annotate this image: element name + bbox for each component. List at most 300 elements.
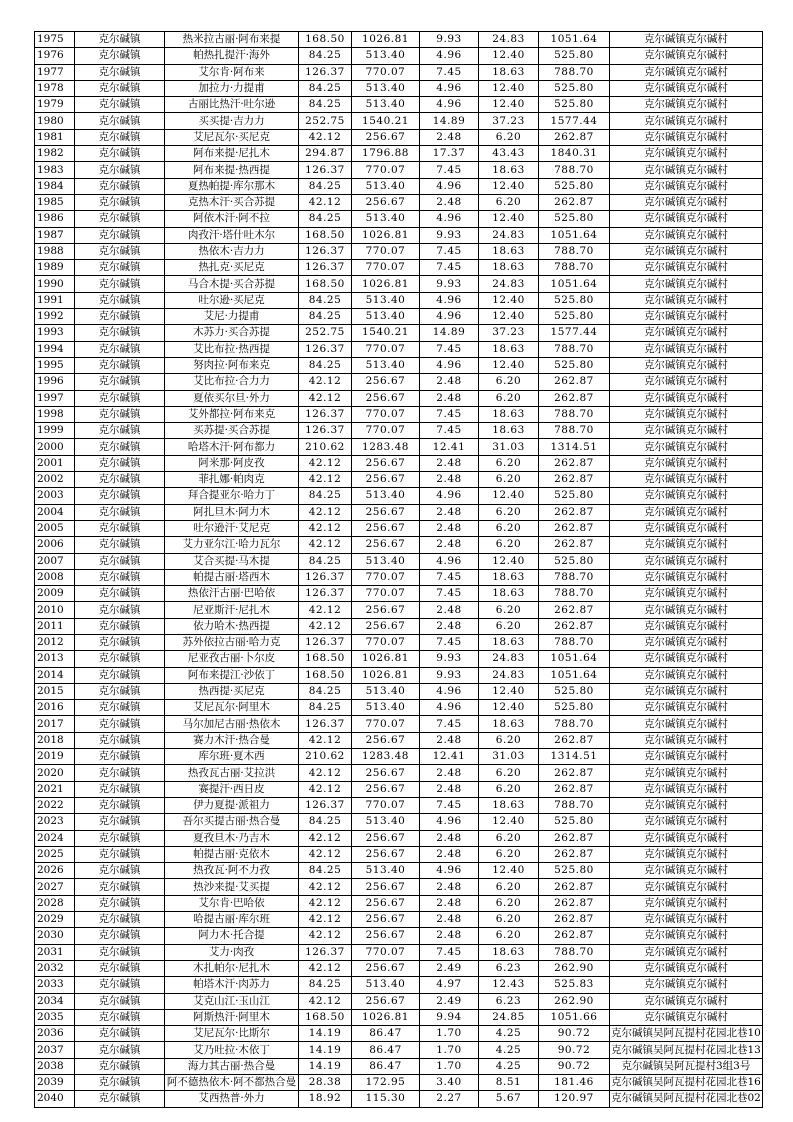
name-cell: 库尔班·夏木西 [165, 749, 299, 765]
value-a-cell: 7.45 [420, 797, 479, 813]
area-cell: 252.75 [299, 113, 352, 129]
value-a-cell: 4.96 [420, 80, 479, 96]
value-a-cell: 4.96 [420, 211, 479, 227]
area-cell: 42.12 [299, 618, 352, 634]
table-row [35, 863, 763, 879]
value-b-cell: 18.63 [479, 569, 539, 585]
address-cell: 克尔碱镇克尔碱村 [610, 406, 763, 422]
value-b-cell: 6.20 [479, 520, 539, 536]
value-a-cell: 4.96 [420, 488, 479, 504]
row-number-cell: 1998 [35, 406, 75, 422]
value-a-cell: 7.45 [420, 634, 479, 650]
value-a-cell: 7.45 [420, 716, 479, 732]
amount-cell: 172.95 [352, 1075, 420, 1091]
value-a-cell: 1.70 [420, 1026, 479, 1042]
row-number-cell: 2002 [35, 472, 75, 488]
total-cell: 262.87 [539, 846, 610, 862]
value-b-cell: 31.03 [479, 439, 539, 455]
amount-cell: 770.07 [352, 634, 420, 650]
value-b-cell: 12.40 [479, 211, 539, 227]
table-row [35, 993, 763, 1009]
table-row [35, 928, 763, 944]
total-cell: 262.87 [539, 520, 610, 536]
area-cell: 84.25 [299, 863, 352, 879]
value-b-cell: 18.63 [479, 64, 539, 80]
total-cell: 525.80 [539, 553, 610, 569]
name-cell: 艾比布拉·合力力 [165, 374, 299, 390]
value-a-cell: 3.40 [420, 1075, 479, 1091]
value-b-cell: 6.20 [479, 765, 539, 781]
town-cell: 克尔碱镇 [75, 765, 165, 781]
total-cell: 262.87 [539, 879, 610, 895]
value-b-cell: 18.63 [479, 162, 539, 178]
name-cell: 帕提古丽·克依木 [165, 846, 299, 862]
name-cell: 苏外依拉古丽·哈力克 [165, 634, 299, 650]
address-cell: 克尔碱镇克尔碱村 [610, 488, 763, 504]
address-cell: 克尔碱镇克尔碱村 [610, 602, 763, 618]
value-b-cell: 6.20 [479, 390, 539, 406]
table-row [35, 814, 763, 830]
total-cell: 1051.64 [539, 276, 610, 292]
address-cell: 克尔碱镇克尔碱村 [610, 472, 763, 488]
town-cell: 克尔碱镇 [75, 48, 165, 64]
town-cell: 克尔碱镇 [75, 374, 165, 390]
address-cell: 克尔碱镇克尔碱村 [610, 80, 763, 96]
area-cell: 84.25 [299, 683, 352, 699]
town-cell: 克尔碱镇 [75, 618, 165, 634]
total-cell: 525.80 [539, 863, 610, 879]
name-cell: 阿布来提·尼扎木 [165, 146, 299, 162]
town-cell: 克尔碱镇 [75, 292, 165, 308]
town-cell: 克尔碱镇 [75, 667, 165, 683]
area-cell: 210.62 [299, 439, 352, 455]
area-cell: 42.12 [299, 374, 352, 390]
value-a-cell: 4.96 [420, 700, 479, 716]
address-cell: 克尔碱镇克尔碱村 [610, 765, 763, 781]
value-a-cell: 2.48 [420, 765, 479, 781]
address-cell: 克尔碱镇克尔碱村 [610, 309, 763, 325]
value-a-cell: 2.48 [420, 129, 479, 145]
total-cell: 262.87 [539, 504, 610, 520]
town-cell: 克尔碱镇 [75, 423, 165, 439]
row-number-cell: 2015 [35, 683, 75, 699]
name-cell: 帕热扎提汗·海外 [165, 48, 299, 64]
value-a-cell: 2.49 [420, 993, 479, 1009]
amount-cell: 1026.81 [352, 32, 420, 48]
name-cell: 哈塔木汗·阿布都力 [165, 439, 299, 455]
row-number-cell: 2032 [35, 960, 75, 976]
total-cell: 262.90 [539, 960, 610, 976]
area-cell: 42.12 [299, 129, 352, 145]
value-b-cell: 5.67 [479, 1091, 539, 1107]
name-cell: 阿斯热汗·阿里木 [165, 1009, 299, 1025]
town-cell: 克尔碱镇 [75, 879, 165, 895]
value-a-cell: 2.48 [420, 520, 479, 536]
total-cell: 1314.51 [539, 749, 610, 765]
address-cell: 克尔碱镇克尔碱村 [610, 97, 763, 113]
value-b-cell: 37.23 [479, 113, 539, 129]
town-cell: 克尔碱镇 [75, 178, 165, 194]
value-a-cell: 14.89 [420, 113, 479, 129]
value-b-cell: 6.20 [479, 455, 539, 471]
area-cell: 168.50 [299, 651, 352, 667]
total-cell: 525.80 [539, 80, 610, 96]
total-cell: 262.87 [539, 194, 610, 210]
name-cell: 尼亚斯汗·尼扎木 [165, 602, 299, 618]
total-cell: 1577.44 [539, 325, 610, 341]
table-row [35, 32, 763, 48]
table-row [35, 879, 763, 895]
name-cell: 夏孜旦木·乃吉木 [165, 830, 299, 846]
address-cell: 克尔碱镇克尔碱村 [610, 276, 763, 292]
amount-cell: 1026.81 [352, 651, 420, 667]
value-b-cell: 12.43 [479, 977, 539, 993]
table-row [35, 48, 763, 64]
amount-cell: 770.07 [352, 406, 420, 422]
amount-cell: 770.07 [352, 260, 420, 276]
area-cell: 42.12 [299, 928, 352, 944]
value-b-cell: 6.20 [479, 732, 539, 748]
town-cell: 克尔碱镇 [75, 683, 165, 699]
town-cell: 克尔碱镇 [75, 390, 165, 406]
value-a-cell: 7.45 [420, 944, 479, 960]
value-b-cell: 18.63 [479, 944, 539, 960]
address-cell: 克尔碱镇克尔碱村 [610, 48, 763, 64]
address-cell: 克尔碱镇克尔碱村 [610, 325, 763, 341]
value-a-cell: 7.45 [420, 162, 479, 178]
name-cell: 拜合提亚尔·哈力丁 [165, 488, 299, 504]
town-cell: 克尔碱镇 [75, 488, 165, 504]
area-cell: 126.37 [299, 243, 352, 259]
value-b-cell: 12.40 [479, 309, 539, 325]
address-cell: 克尔碱镇克尔碱村 [610, 814, 763, 830]
area-cell: 42.12 [299, 830, 352, 846]
town-cell: 克尔碱镇 [75, 977, 165, 993]
total-cell: 262.87 [539, 781, 610, 797]
town-cell: 克尔碱镇 [75, 1009, 165, 1025]
row-number-cell: 2018 [35, 732, 75, 748]
town-cell: 克尔碱镇 [75, 797, 165, 813]
table-row [35, 227, 763, 243]
row-number-cell: 1986 [35, 211, 75, 227]
value-a-cell: 4.96 [420, 292, 479, 308]
value-b-cell: 18.63 [479, 341, 539, 357]
total-cell: 120.97 [539, 1091, 610, 1107]
name-cell: 热孜瓦古丽·艾拉洪 [165, 765, 299, 781]
table-row [35, 895, 763, 911]
address-cell: 克尔碱镇克尔碱村 [610, 928, 763, 944]
amount-cell: 513.40 [352, 814, 420, 830]
row-number-cell: 1991 [35, 292, 75, 308]
row-number-cell: 1980 [35, 113, 75, 129]
amount-cell: 256.67 [352, 537, 420, 553]
row-number-cell: 2025 [35, 846, 75, 862]
table-row [35, 194, 763, 210]
row-number-cell: 2000 [35, 439, 75, 455]
area-cell: 294.87 [299, 146, 352, 162]
name-cell: 海力其古丽·热合曼 [165, 1058, 299, 1074]
address-cell: 克尔碱镇克尔碱村 [610, 895, 763, 911]
amount-cell: 770.07 [352, 341, 420, 357]
name-cell: 艾外都拉·阿布来克 [165, 406, 299, 422]
name-cell: 肉孜汗·塔什吐木尔 [165, 227, 299, 243]
amount-cell: 86.47 [352, 1058, 420, 1074]
total-cell: 788.70 [539, 423, 610, 439]
amount-cell: 256.67 [352, 830, 420, 846]
name-cell: 艾比布拉·热西提 [165, 341, 299, 357]
value-b-cell: 12.40 [479, 97, 539, 113]
table-row [35, 700, 763, 716]
area-cell: 14.19 [299, 1042, 352, 1058]
amount-cell: 256.67 [352, 455, 420, 471]
amount-cell: 256.67 [352, 846, 420, 862]
total-cell: 1051.64 [539, 651, 610, 667]
table-row [35, 781, 763, 797]
town-cell: 克尔碱镇 [75, 732, 165, 748]
row-number-cell: 2021 [35, 781, 75, 797]
value-b-cell: 43.43 [479, 146, 539, 162]
amount-cell: 1540.21 [352, 325, 420, 341]
town-cell: 克尔碱镇 [75, 895, 165, 911]
town-cell: 克尔碱镇 [75, 146, 165, 162]
name-cell: 依力哈木·热西提 [165, 618, 299, 634]
row-number-cell: 2026 [35, 863, 75, 879]
value-b-cell: 6.20 [479, 537, 539, 553]
total-cell: 525.80 [539, 178, 610, 194]
row-number-cell: 2007 [35, 553, 75, 569]
value-b-cell: 6.20 [479, 781, 539, 797]
total-cell: 1840.31 [539, 146, 610, 162]
amount-cell: 256.67 [352, 374, 420, 390]
amount-cell: 1026.81 [352, 227, 420, 243]
area-cell: 126.37 [299, 406, 352, 422]
name-cell: 夏热帕提·库尔那木 [165, 178, 299, 194]
value-b-cell: 6.20 [479, 194, 539, 210]
value-a-cell: 14.89 [420, 325, 479, 341]
amount-cell: 513.40 [352, 863, 420, 879]
address-cell: 克尔碱镇克尔碱村 [610, 781, 763, 797]
name-cell: 热扎克·买尼克 [165, 260, 299, 276]
table-row [35, 537, 763, 553]
value-b-cell: 12.40 [479, 814, 539, 830]
row-number-cell: 2004 [35, 504, 75, 520]
amount-cell: 513.40 [352, 700, 420, 716]
name-cell: 热西提·买尼克 [165, 683, 299, 699]
area-cell: 42.12 [299, 993, 352, 1009]
amount-cell: 256.67 [352, 194, 420, 210]
value-b-cell: 8.51 [479, 1075, 539, 1091]
total-cell: 525.80 [539, 700, 610, 716]
town-cell: 克尔碱镇 [75, 634, 165, 650]
row-number-cell: 1979 [35, 97, 75, 113]
table-row [35, 276, 763, 292]
row-number-cell: 2003 [35, 488, 75, 504]
name-cell: 热孜瓦·阿不力孜 [165, 863, 299, 879]
row-number-cell: 2037 [35, 1042, 75, 1058]
name-cell: 艾乃吐拉·木依丁 [165, 1042, 299, 1058]
address-cell: 克尔碱镇克尔碱村 [610, 553, 763, 569]
town-cell: 克尔碱镇 [75, 1091, 165, 1107]
area-cell: 126.37 [299, 341, 352, 357]
value-b-cell: 12.40 [479, 48, 539, 64]
table-row [35, 797, 763, 813]
town-cell: 克尔碱镇 [75, 406, 165, 422]
area-cell: 126.37 [299, 162, 352, 178]
name-cell: 马尔加尼古丽·热依木 [165, 716, 299, 732]
address-cell: 克尔碱镇克尔碱村 [610, 162, 763, 178]
value-b-cell: 24.83 [479, 32, 539, 48]
area-cell: 168.50 [299, 227, 352, 243]
table-row [35, 357, 763, 373]
name-cell: 热米拉古丽·阿布来提 [165, 32, 299, 48]
row-number-cell: 2013 [35, 651, 75, 667]
table-row [35, 765, 763, 781]
name-cell: 艾力亚尔江·哈力瓦尔 [165, 537, 299, 553]
table-row [35, 602, 763, 618]
town-cell: 克尔碱镇 [75, 113, 165, 129]
town-cell: 克尔碱镇 [75, 243, 165, 259]
town-cell: 克尔碱镇 [75, 194, 165, 210]
value-b-cell: 4.25 [479, 1026, 539, 1042]
table-row [35, 651, 763, 667]
amount-cell: 770.07 [352, 423, 420, 439]
address-cell: 克尔碱镇克尔碱村 [610, 32, 763, 48]
town-cell: 克尔碱镇 [75, 504, 165, 520]
name-cell: 阿布来提·热西提 [165, 162, 299, 178]
row-number-cell: 1975 [35, 32, 75, 48]
amount-cell: 513.40 [352, 553, 420, 569]
table-row [35, 1042, 763, 1058]
table-row [35, 243, 763, 259]
amount-cell: 256.67 [352, 879, 420, 895]
value-b-cell: 4.25 [479, 1058, 539, 1074]
name-cell: 马合木提·买合苏提 [165, 276, 299, 292]
town-cell: 克尔碱镇 [75, 586, 165, 602]
value-a-cell: 7.45 [420, 243, 479, 259]
name-cell: 哈提古丽·库尔班 [165, 912, 299, 928]
value-a-cell: 2.48 [420, 504, 479, 520]
name-cell: 加拉力·力提甫 [165, 80, 299, 96]
name-cell: 艾克山江·玉山江 [165, 993, 299, 1009]
address-cell: 克尔碱镇克尔碱村 [610, 504, 763, 520]
name-cell: 古丽比热汗·吐尔逊 [165, 97, 299, 113]
value-b-cell: 12.40 [479, 292, 539, 308]
table-row [35, 341, 763, 357]
name-cell: 阿扎旦木·阿力木 [165, 504, 299, 520]
address-cell: 克尔碱镇克尔碱村 [610, 912, 763, 928]
town-cell: 克尔碱镇 [75, 227, 165, 243]
table-row [35, 520, 763, 536]
row-number-cell: 2030 [35, 928, 75, 944]
total-cell: 262.90 [539, 993, 610, 1009]
address-cell: 克尔碱镇克尔碱村 [610, 667, 763, 683]
row-number-cell: 1993 [35, 325, 75, 341]
value-b-cell: 12.40 [479, 553, 539, 569]
address-cell: 克尔碱镇克尔碱村 [610, 732, 763, 748]
total-cell: 788.70 [539, 797, 610, 813]
value-a-cell: 9.93 [420, 32, 479, 48]
address-cell: 克尔碱镇克尔碱村 [610, 830, 763, 846]
amount-cell: 513.40 [352, 97, 420, 113]
amount-cell: 256.67 [352, 520, 420, 536]
town-cell: 克尔碱镇 [75, 651, 165, 667]
name-cell: 吐尔逊·买尼克 [165, 292, 299, 308]
value-b-cell: 6.20 [479, 830, 539, 846]
row-number-cell: 2035 [35, 1009, 75, 1025]
row-number-cell: 2023 [35, 814, 75, 830]
total-cell: 262.87 [539, 374, 610, 390]
area-cell: 42.12 [299, 537, 352, 553]
name-cell: 艾尔肯·阿布来 [165, 64, 299, 80]
total-cell: 90.72 [539, 1026, 610, 1042]
amount-cell: 513.40 [352, 488, 420, 504]
value-a-cell: 4.96 [420, 48, 479, 64]
amount-cell: 86.47 [352, 1026, 420, 1042]
address-cell: 克尔碱镇吴阿瓦提村花园北巷13 [610, 1042, 763, 1058]
total-cell: 262.87 [539, 895, 610, 911]
area-cell: 84.25 [299, 814, 352, 830]
address-cell: 克尔碱镇克尔碱村 [610, 341, 763, 357]
address-cell: 克尔碱镇克尔碱村 [610, 292, 763, 308]
town-cell: 克尔碱镇 [75, 129, 165, 145]
value-b-cell: 12.40 [479, 488, 539, 504]
address-cell: 克尔碱镇克尔碱村 [610, 618, 763, 634]
address-cell: 克尔碱镇克尔碱村 [610, 749, 763, 765]
amount-cell: 513.40 [352, 292, 420, 308]
town-cell: 克尔碱镇 [75, 520, 165, 536]
address-cell: 克尔碱镇克尔碱村 [610, 879, 763, 895]
table-row [35, 97, 763, 113]
table-row [35, 586, 763, 602]
amount-cell: 256.67 [352, 504, 420, 520]
value-a-cell: 7.45 [420, 64, 479, 80]
town-cell: 克尔碱镇 [75, 211, 165, 227]
table-row [35, 80, 763, 96]
address-cell: 克尔碱镇克尔碱村 [610, 716, 763, 732]
total-cell: 1051.64 [539, 227, 610, 243]
total-cell: 262.87 [539, 830, 610, 846]
name-cell: 阿米那·阿皮孜 [165, 455, 299, 471]
value-a-cell: 17.37 [420, 146, 479, 162]
area-cell: 42.12 [299, 194, 352, 210]
value-a-cell: 2.48 [420, 602, 479, 618]
town-cell: 克尔碱镇 [75, 64, 165, 80]
address-cell: 克尔碱镇克尔碱村 [610, 374, 763, 390]
total-cell: 788.70 [539, 260, 610, 276]
town-cell: 克尔碱镇 [75, 944, 165, 960]
total-cell: 1051.64 [539, 32, 610, 48]
value-b-cell: 18.63 [479, 586, 539, 602]
row-number-cell: 1988 [35, 243, 75, 259]
address-cell: 克尔碱镇克尔碱村 [610, 846, 763, 862]
town-cell: 克尔碱镇 [75, 341, 165, 357]
amount-cell: 513.40 [352, 309, 420, 325]
name-cell: 艾尼瓦尔·买尼克 [165, 129, 299, 145]
row-number-cell: 2017 [35, 716, 75, 732]
value-a-cell: 4.96 [420, 553, 479, 569]
town-cell: 克尔碱镇 [75, 537, 165, 553]
table-row [35, 455, 763, 471]
total-cell: 525.80 [539, 814, 610, 830]
total-cell: 90.72 [539, 1058, 610, 1074]
address-cell: 克尔碱镇吴阿瓦提村花园北巷02 [610, 1091, 763, 1107]
table-row [35, 830, 763, 846]
town-cell: 克尔碱镇 [75, 162, 165, 178]
data-table [34, 31, 763, 1108]
amount-cell: 256.67 [352, 993, 420, 1009]
town-cell: 克尔碱镇 [75, 602, 165, 618]
row-number-cell: 1977 [35, 64, 75, 80]
